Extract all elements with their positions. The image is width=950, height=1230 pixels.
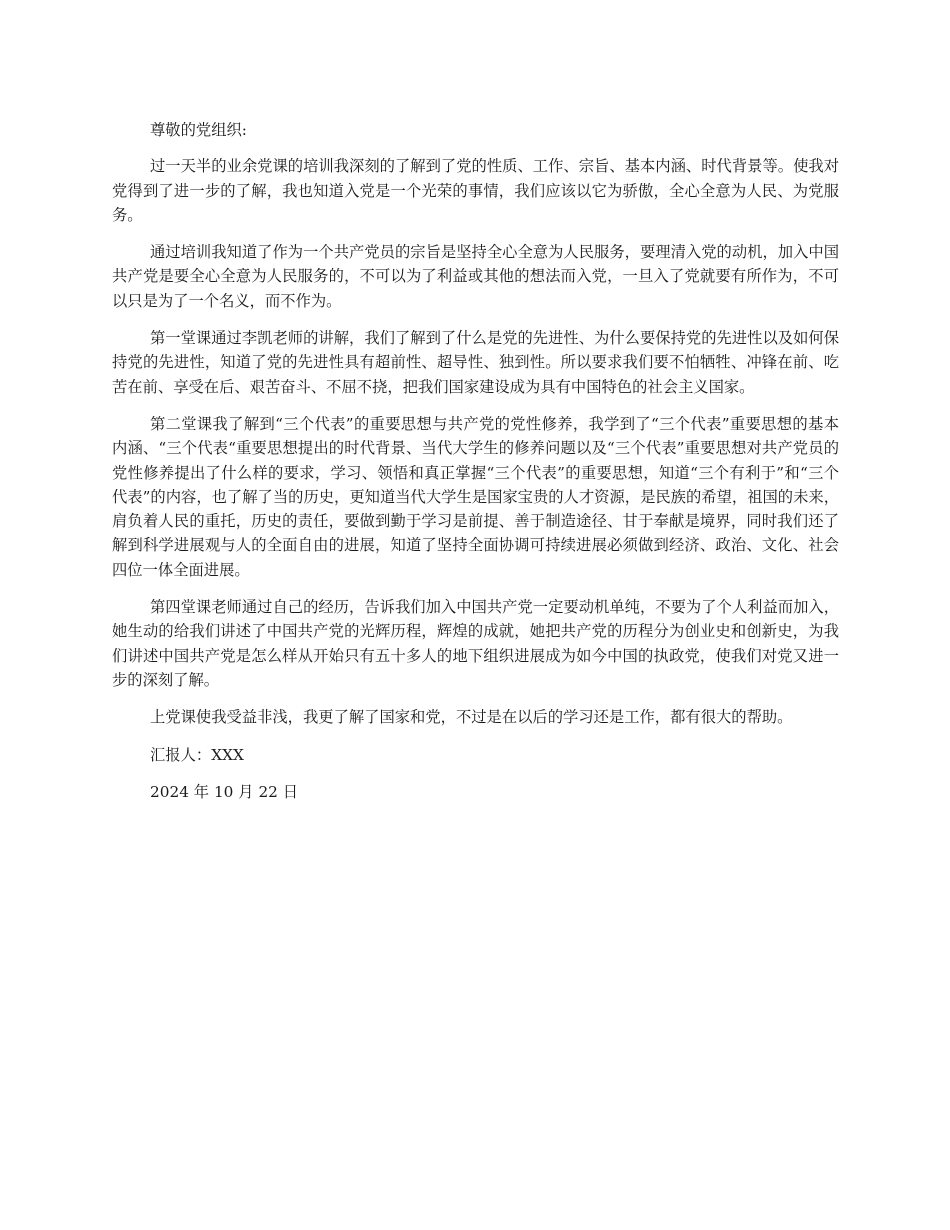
salutation: 尊敬的党组织: <box>150 121 247 139</box>
paragraph-4: 第二堂课我了解到“三个代表”的重要思想与共产党的党性修养，我学到了“三个代表”重要思想的基本内涵、“三个代表“重要思想提出的时代背景、当代大学生的修养问题以及“三个代表”重要思想对共产党员的党性修养提出了什么样的要求，学习、领悟和真正掌握“三个代表”的重要思想，知道“三个有利于”和“三个代表”的内容，也了解了当的历史，更知道当代大学生是国家宝贵的人才资源，是民族的希望，祖国的未来，肩负着人民的重托，历史的责任，要做到勤于学习是前提、善于制造途径、甘于奉献是境界，同时我们还了解到科学进展观与人的全面自由的进展，知道了坚持全面协调可持续进展必须做到经济、政治、文化、社会四位一体全面进展。 <box>112 414 839 579</box>
report-date: 2024 年 10 月 22 日 <box>150 782 299 801</box>
paragraph-2: 通过培训我知道了作为一个共产党员的宗旨是坚持全心全意为人民服务，要理清入党的动机，加入中国共产党是要全心全意为人民服务的，不可以为了利益或其他的想法而入党，一旦入了党就要有所作为，不可以只是为了一个名义，而不作为。 <box>112 243 839 310</box>
paragraph-5: 第四堂课老师通过自己的经历，告诉我们加入中国共产党一定要动机单纯，不要为了个人利益而加入，她生动的给我们讲述了中国共产党的光辉历程，辉煌的成就，她把共产党的历程分为创业史和创新史，为我们讲述中国共产党是怎么样从开始只有五十多人的地下组织进展成为如今中国的执政党，使我们对党又进一步的深刻了解。 <box>112 598 839 689</box>
paragraph-1: 过一天半的业余党课的培训我深刻的了解到了党的性质、工作、宗旨、基本内涵、时代背景等。使我对党得到了进一步的了解，我也知道入党是一个光荣的事情，我们应该以它为骄傲，全心全意为人民、为党服务。 <box>112 157 839 224</box>
paragraph-6: 上党课使我受益非浅，我更了解了国家和党，不过是在以后的学习还是工作，都有很大的帮助。 <box>150 708 793 727</box>
reporter-signature: 汇报人：XXX <box>150 745 244 764</box>
paragraph-3: 第一堂课通过李凯老师的讲解，我们了解到了什么是党的先进性、为什么要保持党的先进性以及如何保持党的先进性，知道了党的先进性具有超前性、超导性、独到性。所以要求我们要不怕牺牲、冲锋在前、吃苦在前、享受在后、艰苦奋斗、不屈不挠，把我们国家建设成为具有中国特色的社会主义国家。 <box>112 329 839 396</box>
letter-page <box>112 118 839 817</box>
